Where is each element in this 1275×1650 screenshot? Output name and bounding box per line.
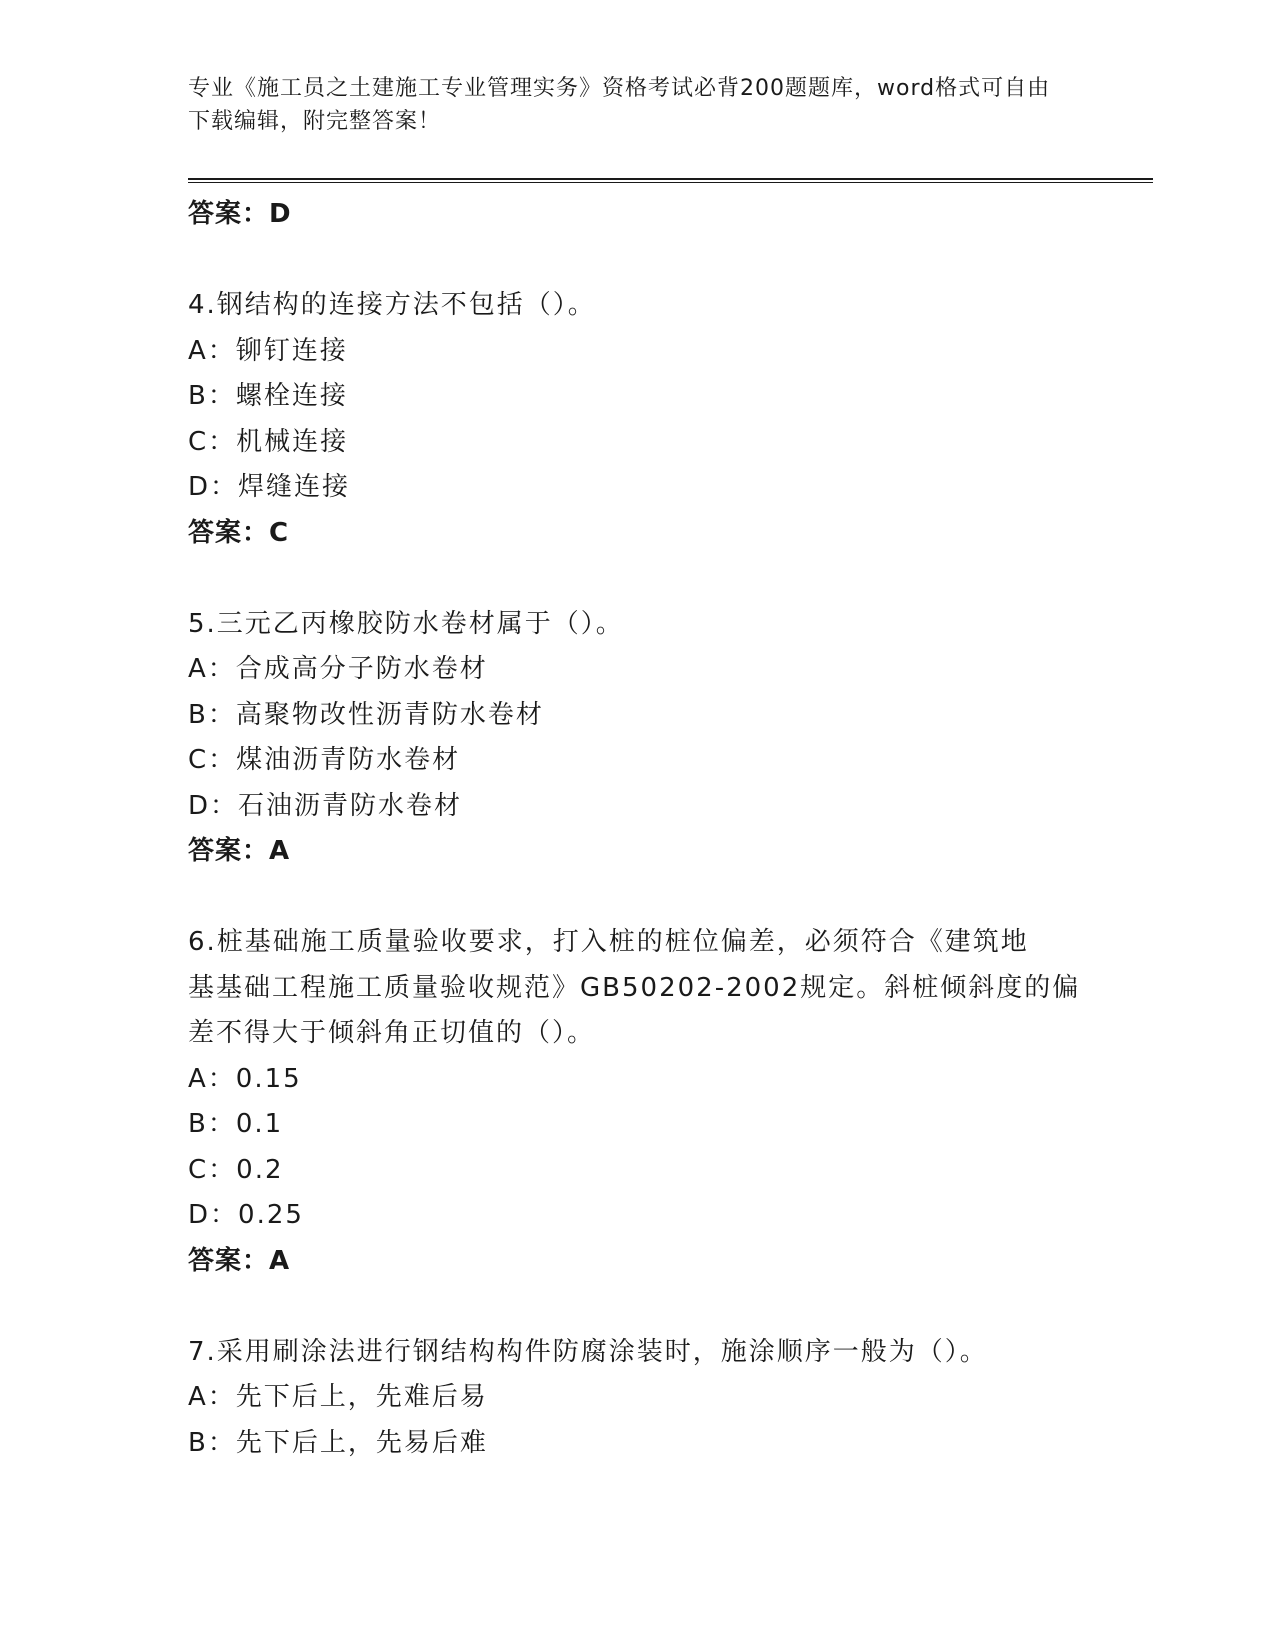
option-d: D：石油沥青防水卷材 (188, 790, 463, 821)
answer-line: 答案：D (188, 199, 292, 229)
spacer (188, 238, 1088, 284)
answer-line: 答案：A (188, 836, 291, 866)
question-stem: 4.钢结构的连接方法不包括（）。 (188, 290, 596, 320)
option-a: A：铆钉连接 (188, 335, 348, 366)
option-b: B：0.1 (188, 1109, 284, 1139)
option-d: D：0.25 (188, 1200, 304, 1230)
header-divider (188, 178, 1153, 183)
option-a: A：合成高分子防水卷材 (188, 654, 488, 684)
spacer (188, 1284, 1088, 1330)
option-b: B：螺栓连接 (188, 381, 348, 411)
document-body (188, 192, 1088, 1466)
option-a: A：0.15 (188, 1063, 302, 1094)
question-stem-line: 基基础工程施工质量验收规范》GB50202-2002规定。斜桩倾斜度的偏 (188, 972, 1081, 1003)
answer-line: 答案：A (188, 1245, 291, 1276)
option-b: B：高聚物改性沥青防水卷材 (188, 699, 544, 730)
question-block (188, 283, 1088, 556)
option-c: C：0.2 (188, 1154, 284, 1185)
option-c: C：煤油沥青防水卷材 (188, 745, 461, 775)
option-c: C：机械连接 (188, 426, 349, 457)
question-stem: 7.采用刷涂法进行钢结构构件防腐涂装时，施涂顺序一般为（）。 (188, 1336, 988, 1367)
spacer (188, 556, 1088, 602)
spacer (188, 875, 1088, 921)
option-b: B：先下后上，先易后难 (188, 1427, 488, 1458)
question-block (188, 920, 1088, 1284)
question-stem-line: 6.桩基础施工质量验收要求，打入桩的桩位偏差，必须符合《建筑地 (188, 927, 1029, 957)
question-block (188, 602, 1088, 875)
question-stem-line: 差不得大于倾斜角正切值的（）。 (188, 1018, 596, 1048)
option-a: A：先下后上，先难后易 (188, 1382, 488, 1412)
answer-line: 答案：C (188, 517, 290, 548)
document-header-title: 专业《施工员之土建施工专业管理实务》资格考试必背200题题库，word格式可自由下载编辑，附完整答案！ (188, 76, 1051, 134)
question-block (188, 1330, 1088, 1467)
option-d: D：焊缝连接 (188, 472, 351, 502)
question-stem: 5.三元乙丙橡胶防水卷材属于（）。 (188, 608, 624, 639)
